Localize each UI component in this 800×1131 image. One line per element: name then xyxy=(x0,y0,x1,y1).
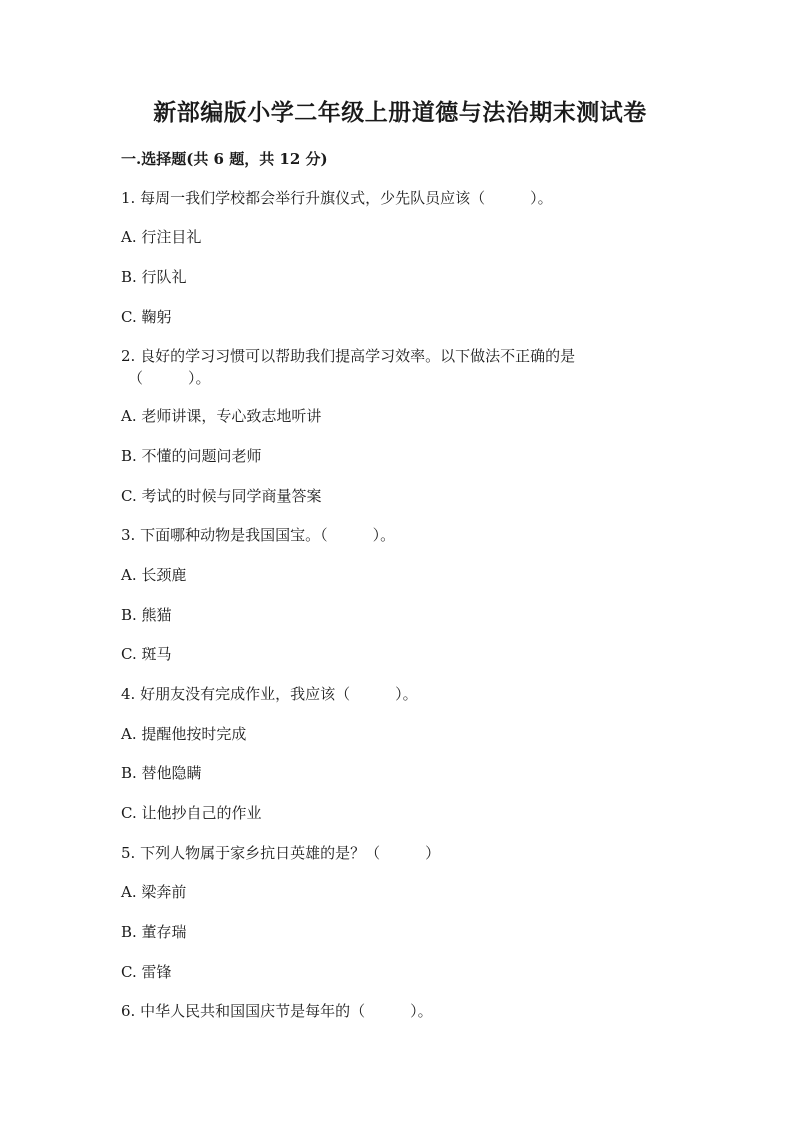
question-2-option-b: B. 不懂的问题问老师 xyxy=(121,447,262,465)
question-5-option-a: A. 梁奔前 xyxy=(121,883,187,901)
question-4-text: 4. 好朋友没有完成作业，我应该（ ）。 xyxy=(121,685,418,703)
question-1-option-c: C. 鞠躬 xyxy=(121,308,172,326)
page-title: 新部编版小学二年级上册道德与法治期末测试卷 xyxy=(153,99,647,126)
question-2-text: 2. 良好的学习习惯可以帮助我们提高学习效率。以下做法不正确的是 xyxy=(121,347,576,365)
question-4-option-c: C. 让他抄自己的作业 xyxy=(121,804,262,822)
question-6-text: 6. 中华人民共和国国庆节是每年的（ ）。 xyxy=(121,1002,433,1020)
question-5-option-c: C. 雷锋 xyxy=(121,963,172,981)
question-2-option-a: A. 老师讲课，专心致志地听讲 xyxy=(121,407,322,425)
question-1-option-a: A. 行注目礼 xyxy=(121,228,202,246)
question-4-option-b: B. 替他隐瞒 xyxy=(121,764,202,782)
question-2-option-c: C. 考试的时候与同学商量答案 xyxy=(121,487,322,505)
question-3-option-a: A. 长颈鹿 xyxy=(121,566,187,584)
question-1-option-b: B. 行队礼 xyxy=(121,268,187,286)
question-4-option-a: A. 提醒他按时完成 xyxy=(121,725,247,743)
question-5-option-b: B. 董存瑞 xyxy=(121,923,187,941)
section-heading: 一.选择题(共 6 题，共 12 分) xyxy=(121,150,328,168)
question-2-text-cont: （ ）。 xyxy=(128,369,211,387)
question-5-text: 5. 下列人物属于家乡抗日英雄的是？（ ） xyxy=(121,844,441,862)
question-3-option-b: B. 熊猫 xyxy=(121,606,172,624)
question-1-text: 1. 每周一我们学校都会举行升旗仪式，少先队员应该（ ）。 xyxy=(121,189,553,207)
question-3-option-c: C. 斑马 xyxy=(121,645,172,663)
question-3-text: 3. 下面哪种动物是我国国宝。（ ）。 xyxy=(121,526,396,544)
